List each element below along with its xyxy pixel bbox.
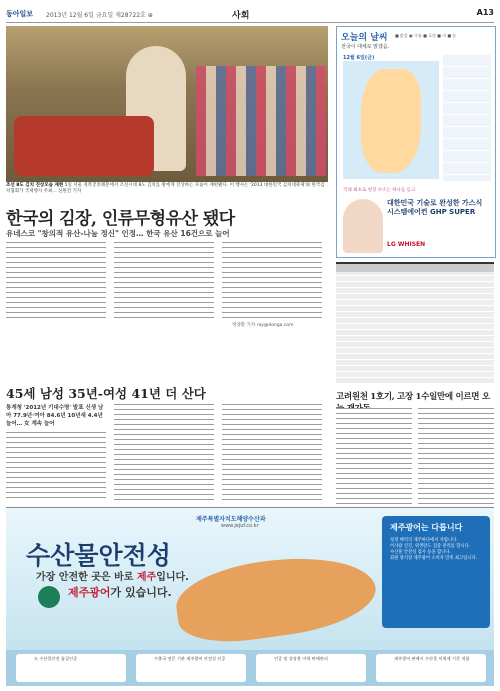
ad-info-box-3: 인증 및 성장용 이력 판매관리	[256, 654, 366, 682]
ad-panel-bullets: 청정 해역의 제주바다에서 자랍니다. 어사람 연간, 위생란도 검증 관리를 합니다. 수산물 안전성 검사 등을 합니다. 회원 양식장 제주광어 소비자 만족 최고입니다.	[390, 538, 478, 561]
ad-url: www.jejuf.co.kr	[221, 523, 259, 529]
ad-line-2	[68, 584, 172, 600]
stats-table	[336, 262, 494, 384]
photo-kimchi-bowl	[14, 116, 154, 176]
masthead	[6, 6, 494, 23]
ad-organization: 제주특별자치도해양수산과	[196, 516, 266, 523]
issue-date: 2013년 12월 6일 금요일 제28722호 ⊕	[46, 12, 153, 19]
weather-subtitle: 전국이 대체로 맑겠음.	[341, 44, 390, 50]
article1-column-1	[6, 242, 106, 320]
kimchi-photo	[6, 26, 328, 182]
ad-big-text: 수산물안전성	[26, 541, 171, 570]
article1-body	[6, 242, 328, 322]
aircon-ad-headline: 대한민국 기술로 완성한 가스식 시스템에어컨 GHP SUPER	[387, 199, 483, 216]
ad-line-1	[36, 568, 189, 583]
article2-body	[6, 432, 328, 507]
ad-info-box-2: 수출국 전문 기관 제주광어 안전성 인증	[136, 654, 246, 682]
jeju-seal-icon	[38, 586, 60, 608]
ad-panel-title: 제주광어는 다릅니다	[390, 523, 463, 532]
ad-info-box-4: 제주광어 판매시 수산물 이력제 기준 적합	[376, 654, 486, 682]
weather-box	[336, 26, 496, 258]
section-title: 사회	[232, 11, 250, 21]
article3-column-2	[418, 408, 494, 504]
photo-crowd	[196, 66, 326, 176]
article3-body	[336, 408, 494, 508]
flatfish-image	[172, 546, 381, 649]
aircon-ad-brand: LG WHISEN	[387, 241, 426, 248]
article1-headline: 한국의 김장, 인류무형유산 됐다	[6, 209, 235, 229]
article1-column-2	[114, 242, 214, 320]
article3-column-1	[336, 408, 412, 504]
ad-info-box-1: 도 수산물안전 품질인증	[16, 654, 126, 682]
weather-map-date: 12월 6일(금)	[343, 55, 375, 61]
weather-map	[343, 61, 439, 179]
ad-line-1-pre: 가장 안전한 곳은 바로	[36, 572, 134, 583]
aircon-ad-model-photo	[343, 199, 383, 253]
ad-line-2-post: 가 있습니다.	[110, 586, 172, 599]
article1-column-3	[222, 242, 322, 320]
aircon-ad-tagline: 국내 최초로 천장 수소는 하나를 들고	[343, 188, 416, 193]
weather-forecast-table	[443, 55, 491, 181]
caption-text: 5일 서울 경복궁흥례문에서 조선시대 8도 김치를 왕에게 진상하는 모습이 재현됐다. 이 행사는 '2013 대한민국 김치대축제'와 한국김치협회가 국제행사 주최... 신원건 기자	[6, 183, 325, 194]
weather-title: 오늘의 날씨	[341, 33, 388, 43]
article2-subhead: 통계청 '2012년 기대수명' 발표 신생 남아 77.9년·여아 84.6년 10년새 4.4년 늘어… 女 계속 늘어	[6, 405, 104, 427]
article3-headline: 고려원천 1호기, 고장 1수일만에 이르면 오	[336, 392, 490, 402]
ad-line-1-highlight: 제주	[136, 572, 157, 583]
article2-headline: 45세 남성 35년-여성 41년 더 산다	[6, 386, 206, 401]
article2-column-2	[114, 404, 214, 504]
article1-subhead: 유네스코 "창의적 유산-나눔 정신" 인정… 한국 유산 16건으로 늘어	[6, 229, 230, 238]
caption-bold: 조선 8도 김치 진상모습 재현	[6, 183, 64, 188]
seafood-ad	[6, 507, 494, 686]
ad-line-1-post: 입니다.	[156, 572, 189, 583]
weather-map-land	[361, 69, 421, 173]
ad-line-2-highlight: 제주광어	[68, 586, 111, 599]
article2-column-3	[222, 404, 322, 504]
photo-caption	[6, 183, 328, 195]
paper-name: 동아일보	[6, 10, 34, 18]
article2-column-1	[6, 432, 106, 502]
stats-table-header	[336, 264, 494, 272]
article1-byline: 정양환 기자 ray@donga.com	[232, 323, 294, 328]
weather-legend: ■ 맑음 ▣ 구름 ■ 흐림 ■ 비 ■ 눈	[395, 33, 457, 38]
page-number: A13	[476, 8, 494, 17]
